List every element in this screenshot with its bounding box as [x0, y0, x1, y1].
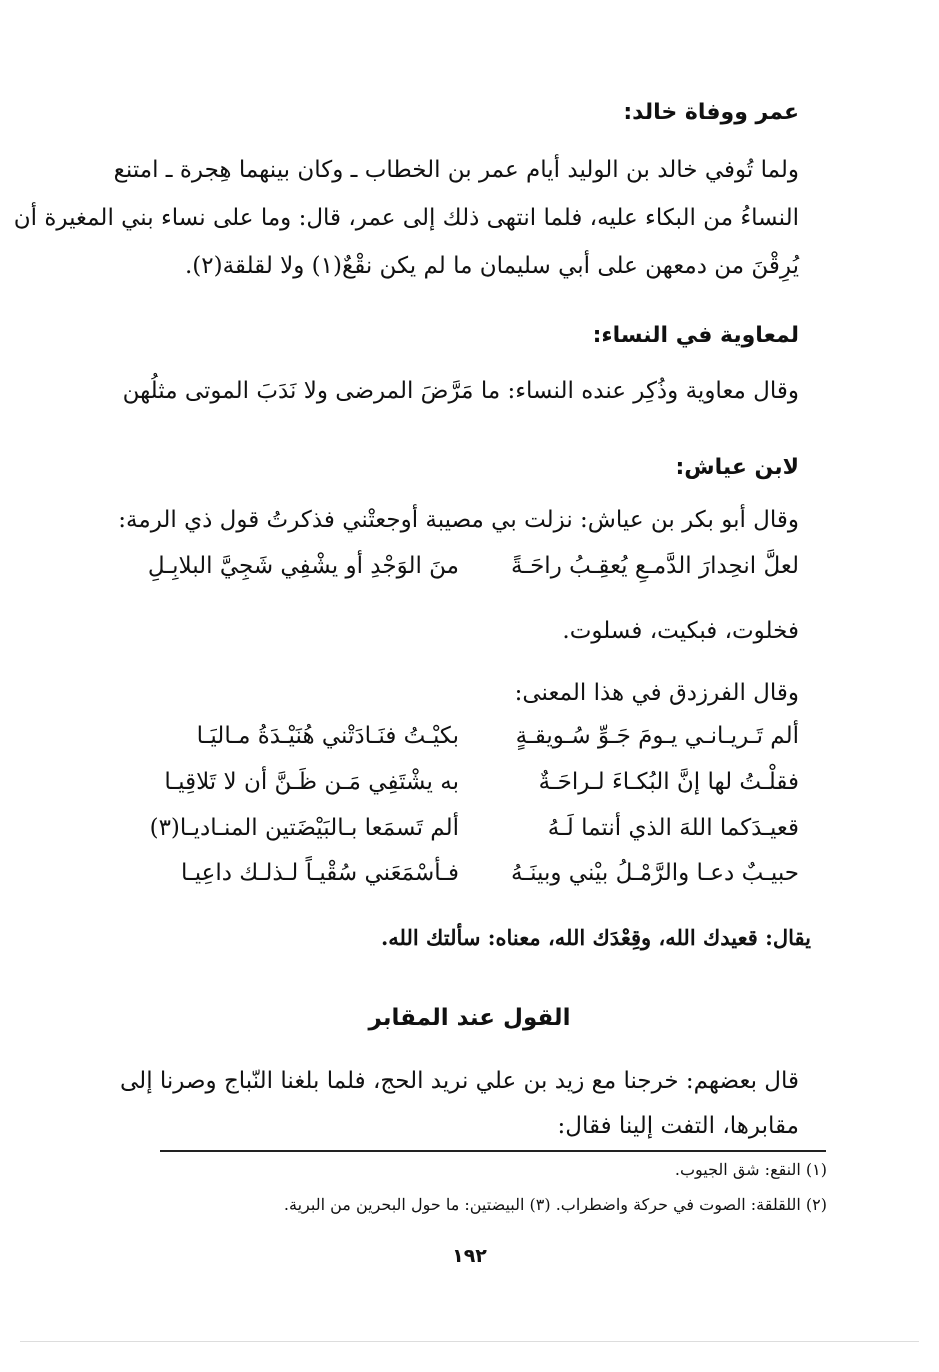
verse-first-hemistich: قعيـدَكما اللهَ الذي أنتما لَـهُ	[547, 815, 799, 841]
paragraph-line: وقال معاوية وذُكِر عنده النساء: ما مَرَّضَ المرضى ولا نَدَبَ الموتى مثلُهن	[122, 378, 799, 404]
scan-edge-line	[20, 1341, 919, 1342]
section-heading-omar: عمر ووفاة خالد:	[623, 100, 799, 125]
verse-first-hemistich: فقلْـتُ لها إنَّ البُكـاءَ لـراحَـةٌ	[538, 769, 799, 795]
verse-second-hemistich: فـأسْمَعَني سُقْيـاً لـذلـك داعِيـا	[180, 860, 459, 886]
verse-first-hemistich: لعلَّ انحِدارَ الدَّمـعِ يُعقِـبُ راحَـةً	[511, 553, 799, 579]
page-number: ١٩٢	[452, 1245, 487, 1267]
paragraph-line: يُرِقْنَ من دمعهن على أبي سليمان ما لم يكن نقْعٌ(١) ولا لقلقة(٢).	[184, 253, 799, 279]
verse-second-hemistich: بكيْـتُ فنَـادَتْني هُنَيْـدَةُ مـاليَـا	[196, 723, 459, 749]
section-heading-muawiya: لمعاوية في النساء:	[592, 323, 799, 348]
paragraph-line: قال بعضهم: خرجنا مع زيد بن علي نريد الحج، فلما بلغنا النّباج وصرنا إلى	[120, 1068, 799, 1094]
paragraph-line: وقال أبو بكر بن عياش: نزلت بي مصيبة أوجعتْني فذكرتُ قول ذي الرمة:	[118, 507, 799, 533]
footnote-separator	[160, 1150, 826, 1152]
paragraph-line: النساءُ من البكاء عليه، فلما انتهى ذلك إلى عمر، قال: وما على نساء بني المغيرة أن	[13, 205, 799, 231]
verse-second-hemistich: ألم تَسمَعا بـالبَيْضَتين المنـاديـا(٣)	[149, 815, 459, 841]
section-heading-ibn-ayyash: لابن عياش:	[675, 455, 799, 480]
paragraph-line: ولما تُوفي خالد بن الوليد أيام عمر بن الخطاب ـ وكان بينهما هِجرة ـ امتنع	[113, 157, 799, 183]
verse-second-hemistich: منَ الوَجْدِ أو يشْفِي شَجِيَّ البلابِـلِ	[147, 553, 459, 579]
footnote: (٢) اللقلقة: الصوت في حركة واضطراب. (٣) البيضتين: ما حول البحرين من البرية.	[283, 1195, 827, 1214]
section-title-graves: القول عند المقابر	[368, 1005, 571, 1031]
paragraph-line: فخلوت، فبكيت، فسلوت.	[562, 618, 799, 644]
paragraph-line: يقال: قعيدك الله، وقِعْدَك الله، معناه: سألتك الله.	[380, 925, 811, 950]
verse-first-hemistich: ألم تَـريـانـي يـومَ جَـوِّ سُـويقـةٍ	[515, 723, 799, 749]
verse-second-hemistich: به يشْتَفِي مَـن ظَـنَّ أن لا تَلاقِيـا	[164, 769, 459, 795]
verse-first-hemistich: حبيـبٌ دعـا والرَّمْـلُ بيْني وبينَـهُ	[511, 860, 799, 886]
footnote: (١) النقع: شق الجيوب.	[674, 1160, 827, 1179]
paragraph-line: مقابرها، التفت إلينا فقال:	[557, 1113, 799, 1139]
paragraph-line: وقال الفرزدق في هذا المعنى:	[514, 680, 799, 706]
